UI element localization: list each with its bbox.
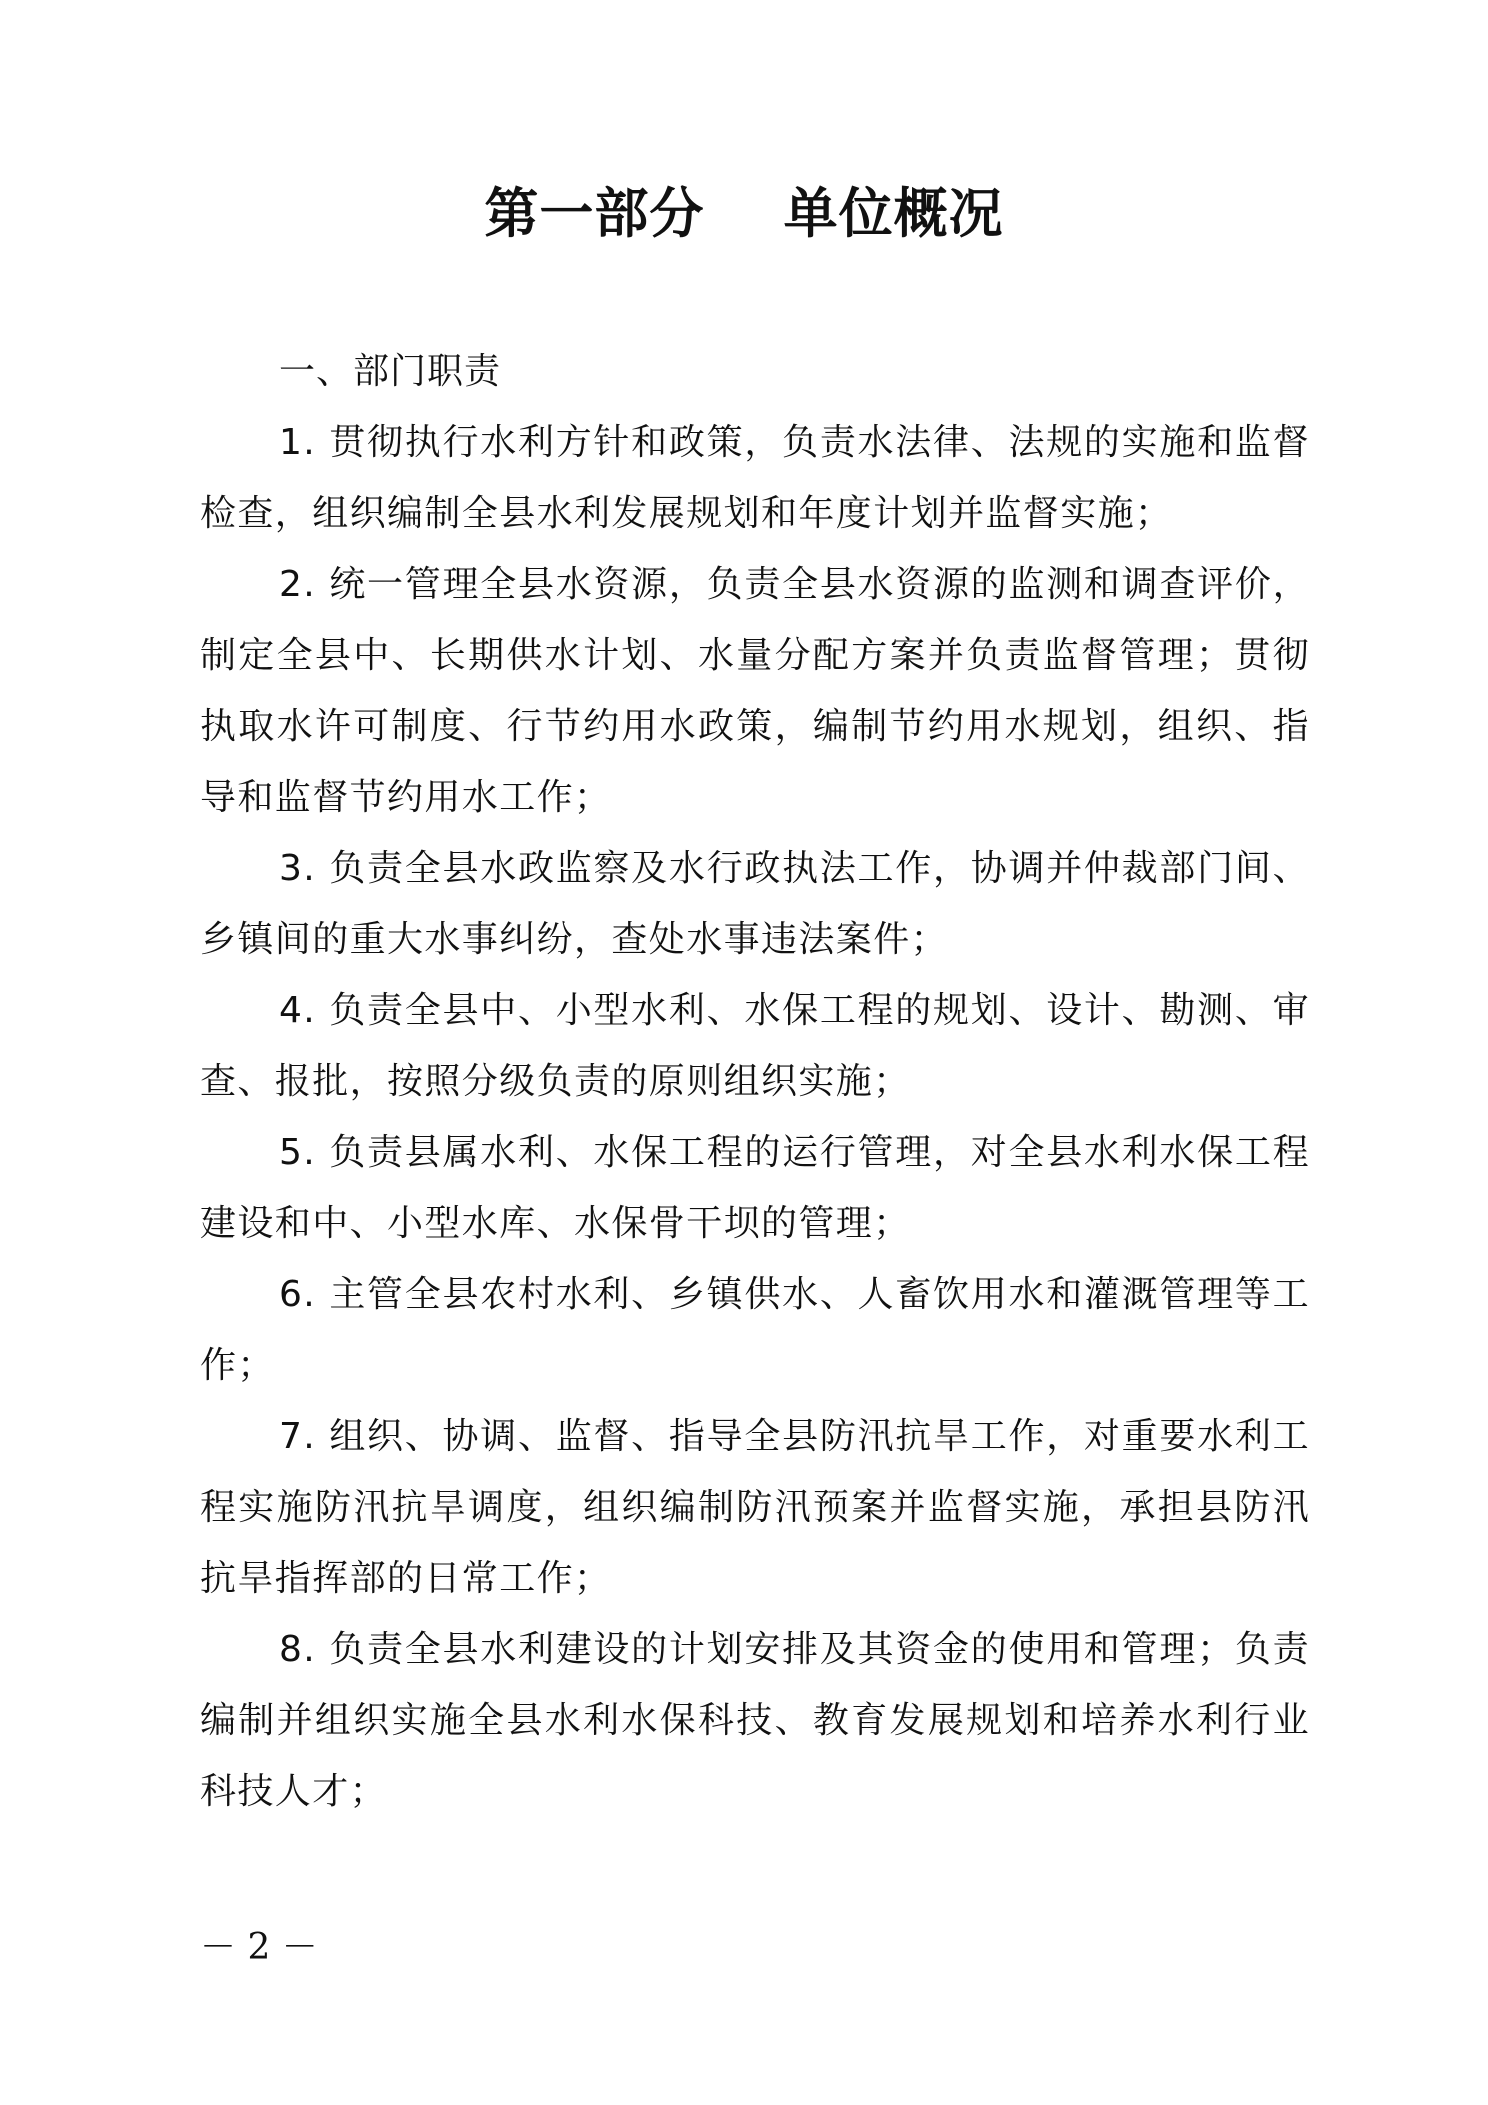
duty-item-5: 5. 负责县属水利、水保工程的运行管理，对全县水利水保工程建设和中、小型水库、水保骨干坝的管理；	[200, 1132, 1310, 1244]
duty-item-7: 7. 组织、协调、监督、指导全县防汛抗旱工作，对重要水利工程实施防汛抗旱调度，组织编制防汛预案并监督实施，承担县防汛抗旱指挥部的日常工作；	[200, 1416, 1310, 1599]
duty-item-2: 2. 统一管理全县水资源，负责全县水资源的监测和调查评价，制定全县中、长期供水计划、水量分配方案并负责监督管理；贯彻执取水许可制度、行节约用水政策，编制节约用水规划，组织、指导和监督节约用水工作；	[200, 564, 1310, 818]
duty-item-4: 4. 负责全县中、小型水利、水保工程的规划、设计、勘测、审查、报批，按照分级负责的原则组织实施；	[200, 990, 1310, 1102]
duty-item-1: 1. 贯彻执行水利方针和政策，负责水法律、法规的实施和监督检查，组织编制全县水利发展规划和年度计划并监督实施；	[200, 422, 1310, 534]
document-body	[200, 336, 1310, 1827]
page-title: 第一部分 单位概况	[484, 181, 1004, 245]
duty-item-8: 8. 负责全县水利建设的计划安排及其资金的使用和管理；负责编制并组织实施全县水利水保科技、教育发展规划和培养水利行业科技人才；	[200, 1629, 1310, 1812]
duty-item-6: 6. 主管全县农村水利、乡镇供水、人畜饮用水和灌溉管理等工作；	[200, 1274, 1310, 1386]
duty-item-3: 3. 负责全县水政监察及水行政执法工作，协调并仲裁部门间、乡镇间的重大水事纠纷，查处水事违法案件；	[200, 848, 1310, 960]
section-heading: 一、部门职责	[279, 351, 502, 392]
page-number: － 2 －	[200, 1927, 318, 1968]
